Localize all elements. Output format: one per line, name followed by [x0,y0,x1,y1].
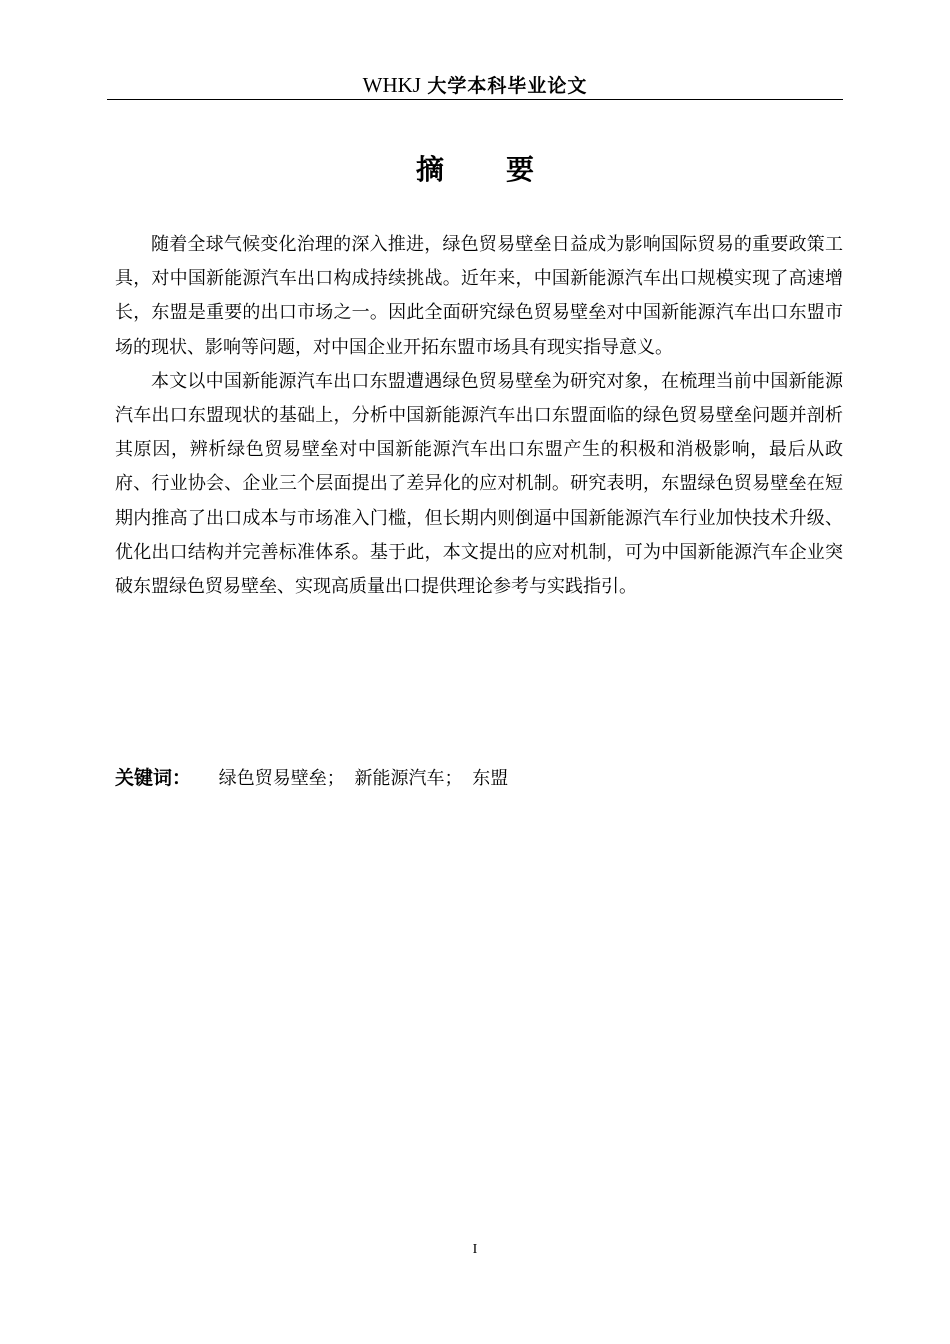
abstract-paragraph-1: 随着全球气候变化治理的深入推进，绿色贸易壁垒日益成为影响国际贸易的重要政策工具，对中国新能源汽车出口构成持续挑战。近年来，中国新能源汽车出口规模实现了高速增长，东盟是重要的出口市场之一。因此全面研究绿色贸易壁垒对中国新能源汽车出口东盟市场的现状、影响等问题，对中国企业开拓东盟市场具有现实指导意义。 [115,234,843,358]
header-document-type: 大学本科毕业论文 [427,75,588,97]
keywords-label: 关键词： [115,767,192,789]
header-university-code: WHKJ [362,73,421,97]
keyword-item: 东盟 [472,768,509,789]
page-number: I [472,1242,478,1257]
header-divider [107,99,843,100]
page-title: 摘要 [415,153,596,186]
running-header [107,70,843,100]
keyword-item: 新能源汽车； [354,768,463,789]
abstract-paragraph-2: 本文以中国新能源汽车出口东盟遭遇绿色贸易壁垒为研究对象，在梳理当前中国新能源汽车出口东盟现状的基础上，分析中国新能源汽车出口东盟面临的绿色贸易壁垒问题并剖析其原因，辨析绿色贸易壁垒对中国新能源汽车出口东盟产生的积极和消极影响，最后从政府、行业协会、企业三个层面提出了差异化的应对机制。研究表明，东盟绿色贸易壁垒在短期内推高了出口成本与市场准入门槛，但长期内则倒逼中国新能源汽车行业加快技术升级、优化出口结构并完善标准体系。基于此，本文提出的应对机制，可为中国新能源汽车企业突破东盟绿色贸易壁垒、实现高质量出口提供理论参考与实践指引。 [115,370,843,598]
keywords-line [115,760,843,797]
abstract-body [115,228,843,604]
keyword-item: 绿色贸易壁垒； [218,768,345,789]
